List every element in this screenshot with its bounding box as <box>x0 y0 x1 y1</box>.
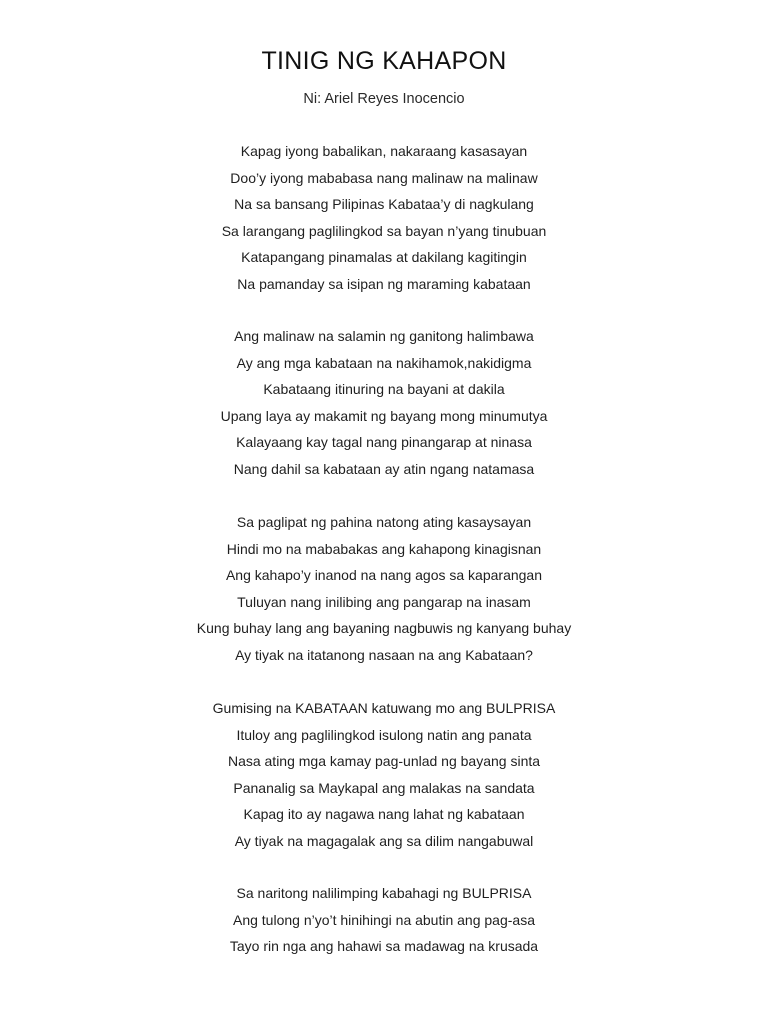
poem-line: Doo’y iyong mababasa nang malinaw na malinaw <box>230 169 538 186</box>
poem-line: Na pamanday sa isipan ng maraming kabataan <box>237 275 531 292</box>
poem-line: Nang dahil sa kabataan ay atin ngang natamasa <box>233 460 535 477</box>
stanza-2 <box>0 323 768 482</box>
poem-line: Ay ang mga kabataan na nakihamok,nakidigma <box>236 354 532 371</box>
stanza-4 <box>0 695 768 854</box>
poem-line: Ay tiyak na magagalak ang sa dilim nangabuwal <box>234 832 534 849</box>
poem-line: Upang laya ay makamit ng bayang mong minumutya <box>220 407 548 424</box>
poem-author: Ni: Ariel Reyes Inocencio <box>303 91 465 107</box>
poem-line: Katapangang pinamalas at dakilang kagitingin <box>241 249 527 265</box>
poem-line: Na sa bansang Pilipinas Kabataa’y di nagkulang <box>234 196 534 212</box>
poem-line: Tayo rin nga ang hahawi sa madawag na krusada <box>229 938 539 954</box>
poem-line: Sa larangang paglilingkod sa bayan n’yang tinubuan <box>221 222 547 239</box>
poem-line: Kapag ito ay nagawa nang lahat ng kabataan <box>243 806 525 822</box>
stanza-5 <box>0 880 768 960</box>
poem-line: Tuluyan nang inilibing ang pangarap na inasam <box>237 593 531 610</box>
poem-line: Hindi mo na mababakas ang kahapong kinagisnan <box>226 540 542 557</box>
stanza-1 <box>0 138 768 297</box>
poem-line: Ituloy ang paglilingkod isulong natin ang panata <box>236 726 532 743</box>
poem-line: Sa naritong nalilimping kabahagi ng BULPRISA <box>236 885 532 901</box>
poem-line: Ay tiyak na itatanong nasaan na ang Kabataan? <box>235 646 533 663</box>
poem-line: Kung buhay lang ang bayaning nagbuwis ng kanyang buhay <box>196 620 572 636</box>
poem-line: Pananalig sa Maykapal ang malakas na sandata <box>233 779 535 796</box>
poem-line: Kalayaang kay tagal nang pinangarap at ninasa <box>236 434 532 450</box>
poem-line: Gumising na KABATAAN katuwang mo ang BULPRISA <box>212 700 556 716</box>
poem-line: Ang kahapo’y inanod na nang agos sa kaparangan <box>225 567 543 583</box>
poem-line: Nasa ating mga kamay pag-unlad ng bayang sinta <box>227 753 541 769</box>
stanza-3 <box>0 509 768 668</box>
poem-line: Kapag iyong babalikan, nakaraang kasasayan <box>240 143 528 159</box>
poem-line: Kabataang itinuring na bayani at dakila <box>263 381 505 397</box>
poem-title: TINIG NG KAHAPON <box>261 47 507 75</box>
poem-line: Sa paglipat ng pahina natong ating kasaysayan <box>236 514 532 530</box>
poem-line: Ang tulong n’yo’t hinihingi na abutin ang pag-asa <box>232 911 535 928</box>
poem-line: Ang malinaw na salamin ng ganitong halimbawa <box>234 328 534 344</box>
